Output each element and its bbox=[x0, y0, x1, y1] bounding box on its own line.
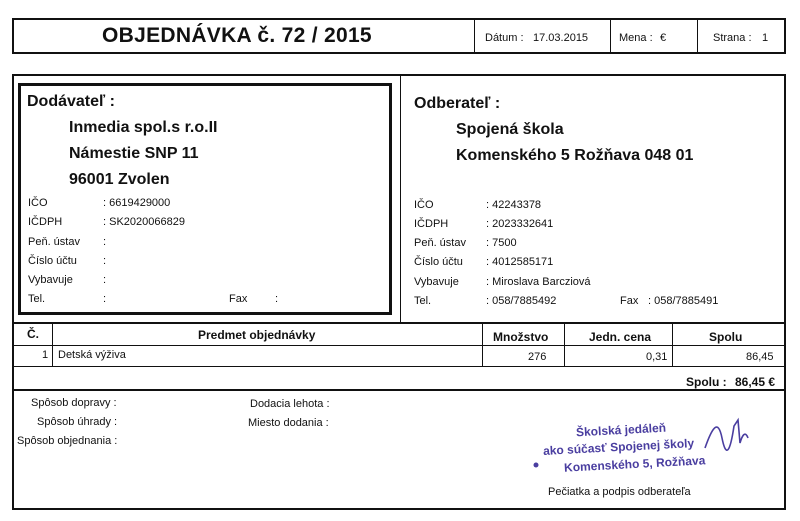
customer-tel-label: Tel. bbox=[414, 295, 432, 307]
customer-name: Spojená škola bbox=[456, 121, 564, 138]
table-sum-line bbox=[12, 389, 786, 391]
table-row-line bbox=[12, 366, 786, 367]
sum-label: Spolu : bbox=[686, 375, 727, 389]
supplier-heading: Dodávateľ : bbox=[27, 93, 115, 110]
supplier-bank-value: : bbox=[103, 236, 107, 248]
customer-heading: Odberateľ : bbox=[414, 95, 501, 112]
supplier-ico-label: IČO bbox=[28, 197, 48, 209]
stamp-line-3: Komenského 5, Rožňava bbox=[563, 453, 706, 475]
col-divider-3 bbox=[564, 323, 565, 366]
supplier-ico-value: : 6619429000 bbox=[103, 197, 171, 209]
currency-label: Mena : bbox=[619, 32, 653, 44]
supplier-bank-label: Peň. ústav bbox=[28, 236, 80, 248]
col-header-qty: Množstvo bbox=[493, 330, 549, 344]
document-title: OBJEDNÁVKA č. 72 / 2015 bbox=[102, 24, 372, 47]
customer-bank-value: : 7500 bbox=[486, 237, 517, 249]
supplier-street: Námestie SNP 11 bbox=[69, 145, 199, 162]
page-label: Strana : bbox=[713, 32, 752, 44]
supplier-account-label: Číslo účtu bbox=[28, 255, 77, 267]
customer-icdph-label: IČDPH bbox=[414, 218, 449, 230]
customer-account-label: Číslo účtu bbox=[414, 256, 463, 268]
supplier-icdph-value: : SK2020066829 bbox=[103, 216, 185, 228]
customer-account-value: : 4012585171 bbox=[486, 256, 554, 268]
delivery-place-label: Miesto dodania : bbox=[248, 417, 329, 429]
row-total: 86,45 bbox=[746, 351, 774, 363]
col-header-total: Spolu bbox=[709, 330, 743, 344]
supplier-city: 96001 Zvolen bbox=[69, 171, 170, 188]
supplier-tel-label: Tel. bbox=[28, 293, 46, 305]
supplier-name: Inmedia spol.s r.o.II bbox=[69, 119, 218, 136]
row-price: 0,31 bbox=[646, 351, 668, 363]
supplier-box bbox=[18, 83, 392, 315]
payment-label: Spôsob úhrady : bbox=[37, 416, 118, 428]
customer-address: Komenského 5 Rožňava 048 01 bbox=[456, 147, 694, 164]
supplier-handler-label: Vybavuje bbox=[28, 274, 73, 286]
customer-fax-value: : 058/7885491 bbox=[648, 295, 719, 307]
col-divider-2 bbox=[482, 323, 483, 366]
col-header-item: Predmet objednávky bbox=[198, 328, 316, 342]
transport-label: Spôsob dopravy : bbox=[31, 397, 117, 409]
supplier-fax-label: Fax bbox=[229, 293, 248, 305]
supplier-icdph-label: IČDPH bbox=[28, 216, 63, 228]
table-header-line bbox=[12, 345, 786, 346]
delivery-time-label: Dodacia lehota : bbox=[250, 398, 330, 410]
col-divider-4 bbox=[672, 323, 673, 366]
page-value: 1 bbox=[762, 32, 769, 44]
customer-handler-value: : Miroslava Barcziová bbox=[486, 276, 591, 288]
supplier-handler-value: : bbox=[103, 274, 107, 286]
stamp-line-1: Školská jedáleň bbox=[575, 420, 667, 440]
stamp-line-2: ako súčasť Spojenej školy bbox=[542, 436, 695, 458]
supplier-tel-value: : bbox=[103, 293, 107, 305]
col-header-no: Č. bbox=[27, 327, 39, 341]
stamp-mark-icon bbox=[532, 461, 540, 469]
customer-icdph-value: : 2023332641 bbox=[486, 218, 554, 230]
customer-ico-label: IČO bbox=[414, 199, 434, 211]
customer-fax-label: Fax bbox=[620, 295, 639, 307]
customer-ico-value: : 42243378 bbox=[486, 199, 542, 211]
row-no: 1 bbox=[42, 349, 49, 361]
row-qty: 276 bbox=[528, 351, 547, 363]
currency-value: € bbox=[660, 32, 667, 44]
row-item: Detská výživa bbox=[58, 349, 126, 361]
col-divider-1 bbox=[52, 323, 53, 366]
customer-handler-label: Vybavuje bbox=[414, 276, 459, 288]
supplier-account-value: : bbox=[103, 255, 107, 267]
signature-icon bbox=[700, 408, 750, 458]
date-label: Dátum : bbox=[485, 32, 524, 44]
sum-value: 86,45 € bbox=[735, 375, 776, 389]
col-header-price: Jedn. cena bbox=[589, 330, 652, 344]
date-value: 17.03.2015 bbox=[533, 32, 589, 44]
customer-tel-value: : 058/7885492 bbox=[486, 295, 557, 307]
supplier-fax-value: : bbox=[275, 293, 279, 305]
table-top-line bbox=[12, 322, 786, 324]
customer-bank-label: Peň. ústav bbox=[414, 237, 466, 249]
signature-label: Pečiatka a podpis odberateľa bbox=[548, 486, 691, 498]
order-method-label: Spôsob objednania : bbox=[17, 435, 118, 447]
